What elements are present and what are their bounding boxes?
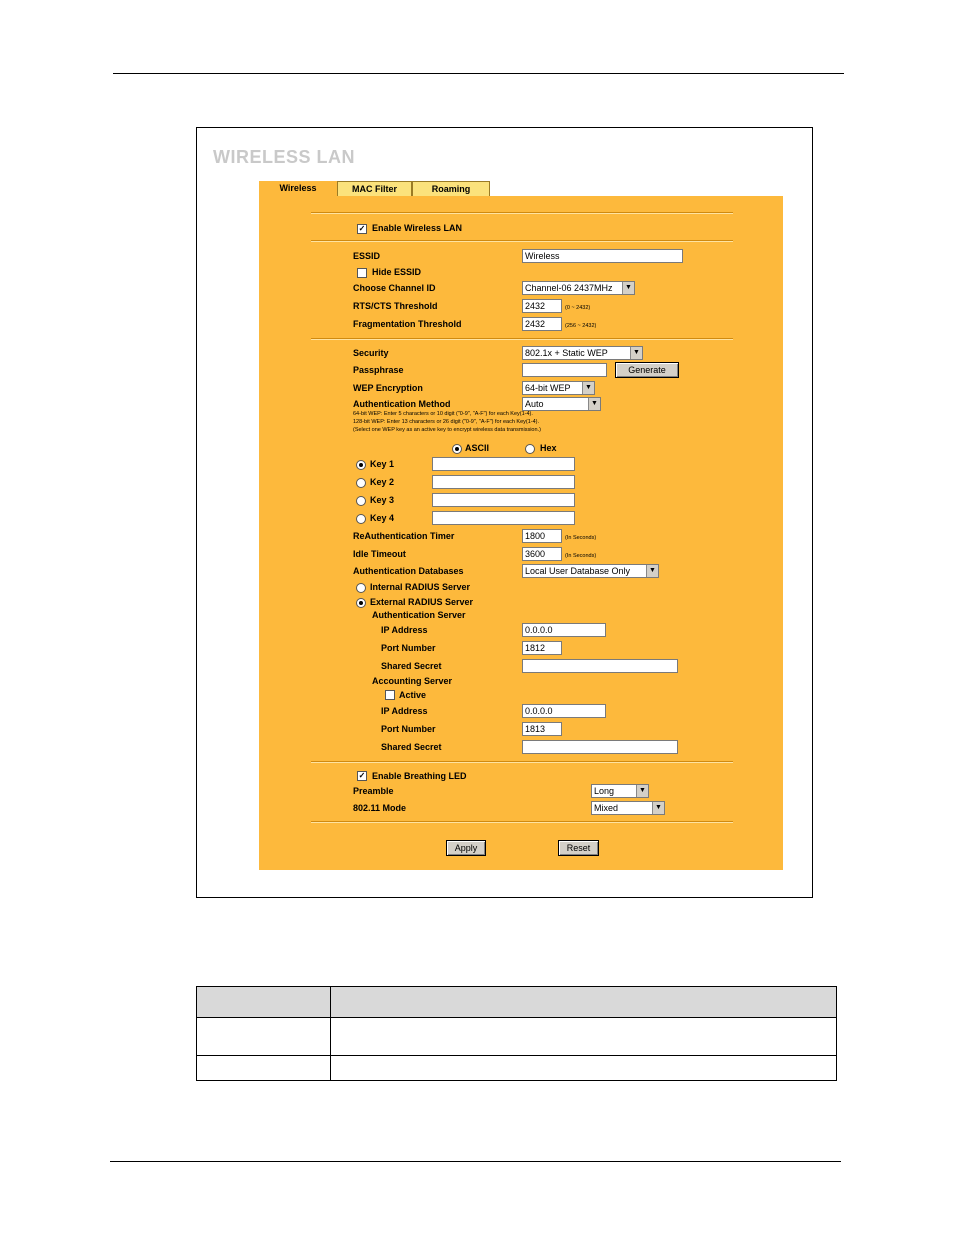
hex-label: Hex <box>540 443 557 453</box>
auth-db-select[interactable] <box>522 564 659 578</box>
header-rule <box>113 73 844 74</box>
hide-essid-checkbox[interactable] <box>357 268 367 278</box>
wep-note-line-2: 128-bit WEP: Enter 13 characters or 26 digit ("0-9", "A-F") for each Key(1-4). <box>353 419 540 425</box>
table-cell <box>197 1056 331 1081</box>
ascii-radio[interactable] <box>452 444 462 454</box>
wep-note-line-1: 64-bit WEP: Enter 5 characters or 10 digit ("0-9", "A-F") for each Key(1-4). <box>353 411 533 417</box>
wireless-settings-panel <box>259 196 783 870</box>
acct-active-checkbox[interactable] <box>385 690 395 700</box>
footer-rule <box>110 1161 841 1162</box>
table-header-cell <box>331 987 837 1018</box>
chevron-down-icon: ▼ <box>630 347 642 359</box>
divider <box>311 338 733 340</box>
acct-server-heading: Accounting Server <box>372 676 453 686</box>
internal-radius-radio[interactable] <box>356 583 366 593</box>
chevron-down-icon: ▼ <box>622 282 634 294</box>
passphrase-label: Passphrase <box>353 365 404 375</box>
reauth-timer-unit: (In Seconds) <box>565 535 597 541</box>
table-row <box>197 1018 837 1056</box>
auth-secret-input[interactable] <box>522 659 678 673</box>
wep-encryption-label: WEP Encryption <box>353 383 423 393</box>
auth-method-value: Auto <box>525 399 544 409</box>
frag-label: Fragmentation Threshold <box>353 319 462 329</box>
security-label: Security <box>353 348 389 358</box>
field-description-table <box>196 986 837 1081</box>
acct-secret-input[interactable] <box>522 740 678 754</box>
idle-timeout-unit: (In Seconds) <box>565 553 597 559</box>
divider <box>311 212 733 214</box>
screenshot-frame <box>196 127 813 898</box>
hide-essid-label: Hide ESSID <box>372 267 422 277</box>
mode-select[interactable] <box>591 801 665 815</box>
rts-label: RTS/CTS Threshold <box>353 301 438 311</box>
channel-label: Choose Channel ID <box>353 283 436 293</box>
chevron-down-icon: ▼ <box>646 565 658 577</box>
channel-value: Channel-06 2437MHz <box>525 283 613 293</box>
auth-db-value: Local User Database Only <box>525 566 631 576</box>
breathing-led-label: Enable Breathing LED <box>372 771 467 781</box>
acct-ip-input[interactable]: 0.0.0.0 <box>522 704 606 718</box>
divider <box>311 761 733 763</box>
table-cell <box>331 1018 837 1056</box>
tab-wireless[interactable]: Wireless <box>259 181 337 196</box>
page-title: WIRELESS LAN <box>213 147 356 167</box>
acct-secret-label: Shared Secret <box>381 742 442 752</box>
key-4-input[interactable] <box>432 511 575 525</box>
auth-port-input[interactable]: 1812 <box>522 641 562 655</box>
key-1-label: Key 1 <box>370 459 395 469</box>
channel-select[interactable] <box>522 281 635 295</box>
mode-label: 802.11 Mode <box>353 803 407 813</box>
key-3-input[interactable] <box>432 493 575 507</box>
tab-mac-filter[interactable]: MAC Filter <box>337 181 412 196</box>
wep-encryption-select[interactable] <box>522 381 595 395</box>
auth-db-label: Authentication Databases <box>353 566 464 576</box>
acct-active-label: Active <box>399 690 427 700</box>
divider <box>311 821 733 823</box>
preamble-select[interactable] <box>591 784 649 798</box>
checkmark-icon: ✓ <box>358 771 366 780</box>
checkmark-icon: ✓ <box>358 224 366 233</box>
key-3-label: Key 3 <box>370 495 395 505</box>
idle-timeout-label: Idle Timeout <box>353 549 406 559</box>
internal-radius-label: Internal RADIUS Server <box>370 582 471 592</box>
essid-input[interactable]: Wireless <box>522 249 683 263</box>
key-2-label: Key 2 <box>370 477 395 487</box>
reauth-timer-label: ReAuthentication Timer <box>353 531 455 541</box>
auth-method-label: Authentication Method <box>353 399 451 409</box>
breathing-led-checkbox[interactable] <box>357 771 367 781</box>
key-4-label: Key 4 <box>370 513 395 523</box>
auth-ip-label: IP Address <box>381 625 428 635</box>
preamble-label: Preamble <box>353 786 394 796</box>
acct-port-label: Port Number <box>381 724 436 734</box>
key-3-radio[interactable] <box>356 496 366 506</box>
ascii-label: ASCII <box>465 443 490 453</box>
generate-button[interactable]: Generate <box>615 362 679 378</box>
auth-method-select[interactable] <box>522 397 601 411</box>
auth-port-label: Port Number <box>381 643 436 653</box>
key-1-radio[interactable] <box>356 460 366 470</box>
frag-input[interactable]: 2432 <box>522 317 562 331</box>
mode-value: Mixed <box>594 803 619 813</box>
wep-note-line-3: (Select one WEP key as an active key to encrypt wireless data transmission.) <box>353 427 541 433</box>
key-2-input[interactable] <box>432 475 575 489</box>
chevron-down-icon: ▼ <box>588 398 600 410</box>
tab-roaming[interactable]: Roaming <box>412 181 490 196</box>
auth-ip-input[interactable]: 0.0.0.0 <box>522 623 606 637</box>
security-value: 802.1x + Static WEP <box>525 348 608 358</box>
passphrase-input[interactable] <box>522 363 607 377</box>
table-row <box>197 1056 837 1081</box>
frag-range: (256 ~ 2432) <box>565 323 597 329</box>
rts-range: (0 ~ 2432) <box>565 305 591 311</box>
acct-ip-label: IP Address <box>381 706 428 716</box>
idle-timeout-input[interactable]: 3600 <box>522 547 562 561</box>
chevron-down-icon: ▼ <box>652 802 664 814</box>
table-header-row <box>197 987 837 1018</box>
divider <box>311 240 733 242</box>
preamble-value: Long <box>594 786 615 796</box>
reset-button[interactable]: Reset <box>558 840 599 856</box>
chevron-down-icon: ▼ <box>636 785 648 797</box>
table-header-cell <box>197 987 331 1018</box>
key-4-radio[interactable] <box>356 514 366 524</box>
reauth-timer-input[interactable]: 1800 <box>522 529 562 543</box>
essid-label: ESSID <box>353 251 381 261</box>
hex-radio[interactable] <box>525 444 535 454</box>
key-2-radio[interactable] <box>356 478 366 488</box>
auth-server-heading: Authentication Server <box>372 610 466 620</box>
apply-button[interactable]: Apply <box>446 840 486 856</box>
enable-wlan-checkbox[interactable] <box>357 224 367 234</box>
rts-input[interactable]: 2432 <box>522 299 562 313</box>
table-cell <box>331 1056 837 1081</box>
external-radius-label: External RADIUS Server <box>370 597 474 607</box>
external-radius-radio[interactable] <box>356 598 366 608</box>
acct-port-input[interactable]: 1813 <box>522 722 562 736</box>
auth-secret-label: Shared Secret <box>381 661 442 671</box>
enable-wlan-label: Enable Wireless LAN <box>372 223 462 233</box>
wep-encryption-value: 64-bit WEP <box>525 383 571 393</box>
security-select[interactable] <box>522 346 643 360</box>
table-cell <box>197 1018 331 1056</box>
chevron-down-icon: ▼ <box>582 382 594 394</box>
key-1-input[interactable] <box>432 457 575 471</box>
